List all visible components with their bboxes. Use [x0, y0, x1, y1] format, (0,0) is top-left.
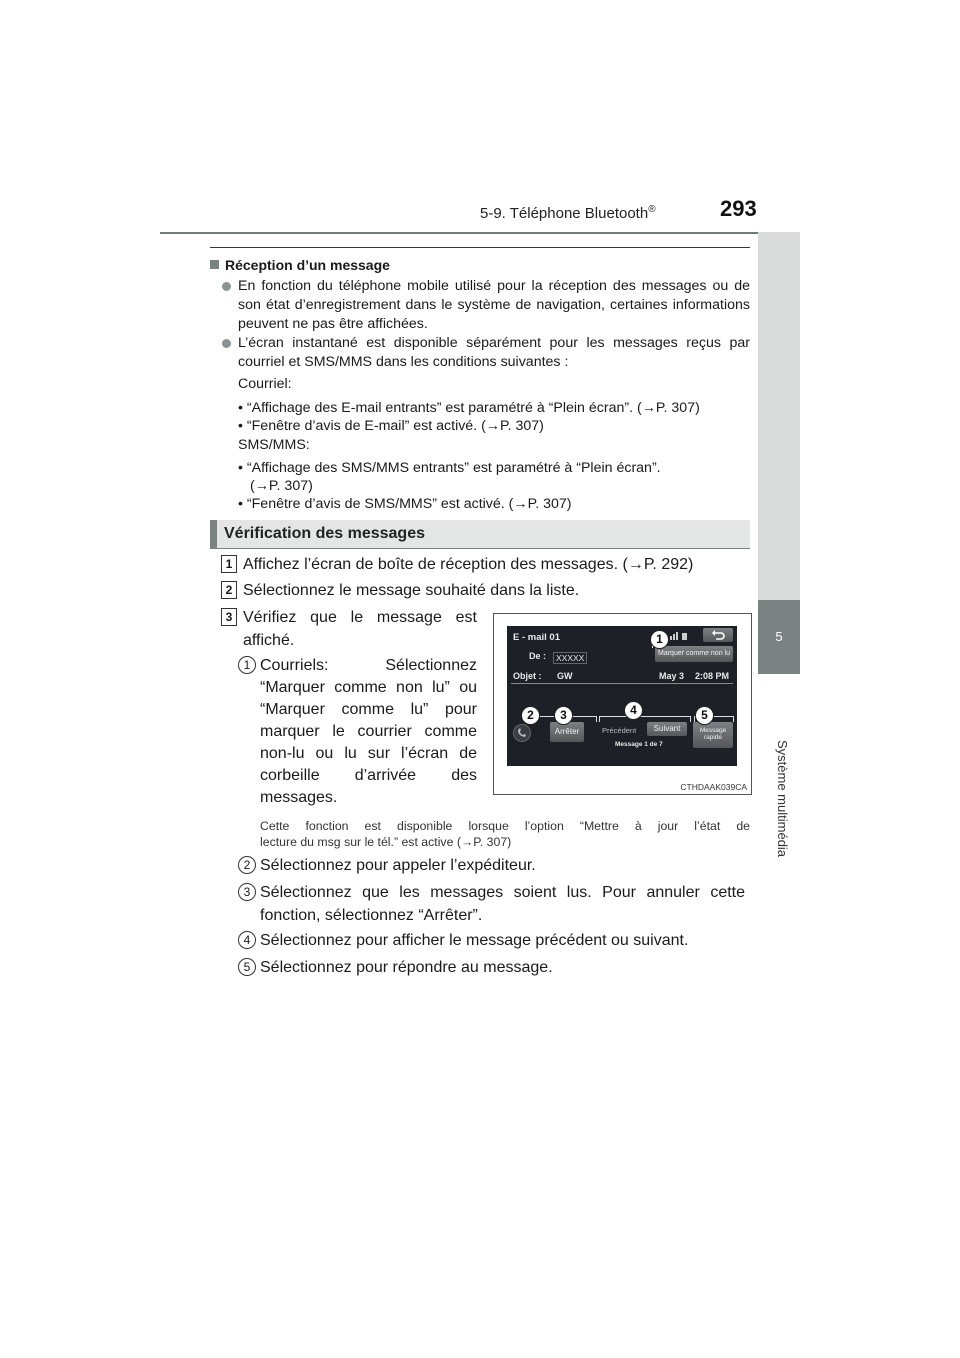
item-1-line: “Marquer comme non lu” ou — [260, 679, 477, 696]
courriel-item-1: • “Affichage des E-mail entrants” est paramétré à “Plein écran”. (→P. 307) — [238, 400, 700, 416]
item-1-text — [260, 655, 477, 809]
section-rule — [210, 247, 750, 248]
item-4-text: Sélectionnez pour afficher le message précédent ou suivant. — [260, 932, 689, 949]
quick-reply-label-2: rapide — [703, 734, 723, 741]
sms-item-1: • “Affichage des SMS/MMS entrants” est paramétré à “Plein écran”. — [238, 460, 661, 476]
step-3-line-2: affiché. — [243, 632, 295, 649]
subject-value: GW — [557, 671, 573, 681]
callout-1: 1 — [650, 630, 669, 649]
email-screen — [507, 626, 737, 766]
figure-code: CTHDAAK039CA — [680, 782, 747, 792]
step-2-text: Sélectionnez le message souhaité dans la liste. — [243, 582, 580, 599]
item-number-circle: 2 — [238, 856, 256, 874]
item-1-line: non-lu ou lu sur l’écran de — [260, 745, 477, 762]
item-3-line-1: Sélectionnez que les messages soient lus. Pour annuler cette — [260, 884, 745, 901]
header-section-title: 5-9. Téléphone Bluetooth — [480, 205, 649, 222]
step-1-text: Affichez l’écran de boîte de réception des messages. (→P. 292) — [243, 556, 694, 573]
item-1-line: marquer le courrier comme — [260, 723, 477, 740]
step-number-box: 2 — [221, 581, 237, 599]
callout-3: 3 — [554, 706, 573, 725]
reception-bullet-2 — [222, 334, 750, 372]
back-button[interactable] — [703, 628, 733, 642]
screen-divider — [511, 683, 733, 684]
verification-heading: Vérification des messages — [224, 525, 425, 542]
header-rule — [160, 232, 800, 234]
item-3-line-2: fonction, sélectionnez “Arrêter”. — [260, 907, 483, 924]
step-number-box: 1 — [221, 555, 237, 573]
running-header — [480, 204, 656, 222]
registered-mark: ® — [648, 204, 656, 215]
reception-title-text: Réception d’un message — [225, 257, 390, 273]
reception-title — [210, 257, 390, 273]
callout-4: 4 — [624, 701, 643, 720]
next-button[interactable]: Suivant — [647, 722, 687, 736]
bullet-text: L’écran instantané est disponible séparément pour les messages reçus par courriel et SMS/MMS dans les conditions suivantes : — [238, 335, 750, 370]
callout-2: 2 — [521, 706, 540, 725]
stop-button[interactable]: Arrêter — [550, 722, 584, 742]
note-line-2: lecture du msg sur le tél.” est active (→P. 307) — [260, 835, 512, 849]
mark-unread-button[interactable]: Marquer comme non lu — [655, 646, 733, 662]
screen-title: E - mail 01 — [513, 632, 560, 643]
chapter-title: Système multimédia — [775, 740, 790, 858]
chapter-number: 5 — [758, 600, 800, 674]
verification-heading-band — [210, 520, 750, 549]
subject-label: Objet : — [513, 671, 542, 681]
item-2-text: Sélectionnez pour appeler l’expéditeur. — [260, 857, 536, 874]
sms-label: SMS/MMS: — [238, 437, 310, 453]
band-accent — [210, 520, 217, 548]
reception-bullet-1 — [222, 277, 750, 334]
item-number-circle: 5 — [238, 958, 256, 976]
item-1-line: “Marquer comme lu” pour — [260, 701, 477, 718]
item-1-line: messages. — [260, 789, 338, 806]
sms-item-1-ref: (→P. 307) — [250, 478, 313, 494]
from-value: XXXXX — [553, 652, 587, 664]
from-label: De : — [529, 651, 547, 661]
bullet-text: En fonction du téléphone mobile utilisé pour la réception des messages ou de son état d’enregistrement dans le système de navigation, certaines informations peuvent ne pas être affichées. — [238, 278, 750, 332]
circle-bullet-icon — [222, 282, 231, 291]
date-text: May 3 — [659, 671, 685, 681]
back-arrow-icon — [711, 629, 725, 641]
quick-reply-button[interactable] — [693, 722, 733, 748]
item-1-line: Courriels: Sélectionnez — [260, 657, 477, 674]
square-bullet-icon — [210, 260, 219, 269]
item-number-circle: 1 — [238, 656, 256, 674]
step-3-line-1: Vérifiez que le message est — [243, 609, 477, 626]
phone-icon — [516, 727, 528, 739]
screen-illustration — [493, 613, 752, 795]
page-number: 293 — [720, 196, 757, 221]
bracket-line — [599, 716, 691, 722]
chapter-title-wrap — [770, 740, 790, 858]
call-sender-button[interactable] — [513, 724, 531, 742]
message-counter: Message 1 de 7 — [615, 741, 663, 748]
sms-item-2: • “Fenêtre d’avis de SMS/MMS” est activé. (→P. 307) — [238, 496, 572, 512]
previous-label[interactable]: Précédent — [602, 726, 637, 735]
courriel-label: Courriel: — [238, 376, 292, 392]
note-line-1: Cette fonction est disponible lorsque l’option “Mettre à jour l’état de — [260, 819, 750, 833]
step-number-box: 3 — [221, 608, 237, 626]
item-5-text: Sélectionnez pour répondre au message. — [260, 959, 553, 976]
quick-reply-label: Message — [699, 727, 727, 734]
courriel-item-2: • “Fenêtre d’avis de E-mail” est activé. (→P. 307) — [238, 418, 544, 434]
item-number-circle: 4 — [238, 931, 256, 949]
circle-bullet-icon — [222, 339, 231, 348]
callout-5: 5 — [695, 706, 714, 725]
item-number-circle: 3 — [238, 883, 256, 901]
time-text: 2:08 PM — [695, 671, 730, 681]
item-1-line: corbeille d’arrivée des — [260, 767, 477, 784]
